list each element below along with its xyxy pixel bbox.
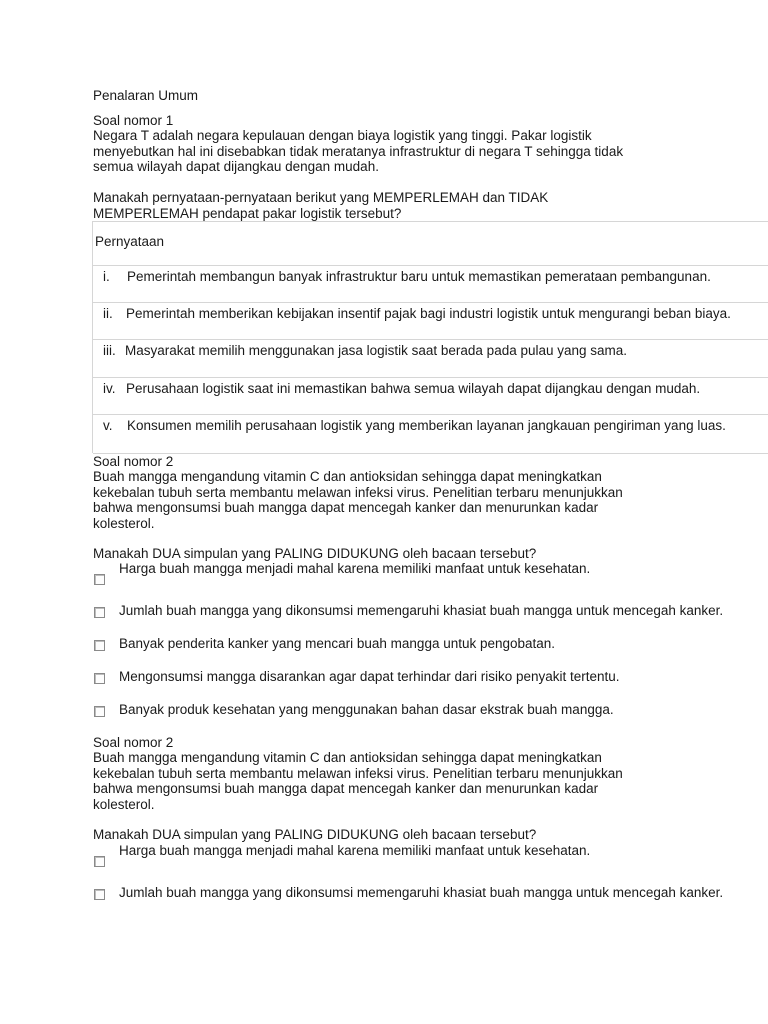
option-label: Harga buah mangga menjadi mahal karena memiliki manfaat untuk kesehatan. [119, 561, 591, 576]
q2-passage [93, 469, 623, 531]
q2-repeat-label: Soal nomor 2 [93, 735, 174, 750]
statement-table [92, 221, 768, 453]
q1-passage-line: menyebutkan hal ini disebabkan tidak meratanya infrastruktur di negara T sehingga tidak [93, 143, 624, 159]
statement-text: Pemerintah membangun banyak infrastruktur baru untuk memastikan pemerataan pembangunan. [127, 269, 711, 284]
q2-passage-line: Buah mangga mengandung vitamin C dan antioksidan sehingga dapat meningkatkan [93, 469, 602, 484]
q2-repeat-passage-line: kekebalan tubuh serta membantu melawan infeksi virus. Penelitian terbaru menunjukkan [93, 765, 623, 781]
q2-repeat-question: Manakah DUA simpulan yang PALING DIDUKUNG oleh bacaan tersebut? [93, 827, 537, 842]
q1-passage-line: semua wilayah dapat dijangkau dengan mudah. [93, 159, 379, 174]
statement-number: iii. [103, 343, 116, 358]
q2-label: Soal nomor 2 [93, 454, 174, 469]
q1-question-line: MEMPERLEMAH pendapat pakar logistik tersebut? [93, 205, 402, 221]
statement-text: Pemerintah memberikan kebijakan insentif pajak bagi industri logistik untuk mengurangi beban biaya. [126, 306, 731, 321]
option-label: Banyak penderita kanker yang mencari buah mangga untuk pengobatan. [119, 636, 556, 651]
option-checkbox[interactable] [94, 574, 105, 585]
statement-row [93, 266, 768, 303]
statement-row [93, 378, 768, 415]
q1-question-line: Manakah pernyataan-pernyataan berikut yang MEMPERLEMAH dan TIDAK [93, 190, 549, 205]
q2-repeat-passage-line: kolesterol. [93, 796, 155, 812]
q2-repeat-passage-line: Buah mangga mengandung vitamin C dan antioksidan sehingga dapat meningkatkan [93, 750, 602, 765]
q2-question: Manakah DUA simpulan yang PALING DIDUKUNG oleh bacaan tersebut? [93, 546, 537, 561]
option-label: Harga buah mangga menjadi mahal karena memiliki manfaat untuk kesehatan. [119, 843, 591, 858]
statement-number: i. [103, 269, 110, 284]
q1-label: Soal nomor 1 [93, 113, 174, 128]
q2-repeat-passage-line: bahwa mengonsumsi buah mangga dapat mencegah kanker dan menurunkan kadar [93, 781, 599, 796]
statement-text: Masyarakat memilih menggunakan jasa logistik saat berada pada pulau yang sama. [125, 343, 628, 358]
option-checkbox[interactable] [94, 640, 105, 651]
statement-row [93, 340, 768, 378]
q1-passage-line: Negara T adalah negara kepulauan dengan biaya logistik yang tinggi. Pakar logistik [93, 128, 592, 143]
q2-passage-line: kekebalan tubuh serta membantu melawan infeksi virus. Penelitian terbaru menunjukkan [93, 484, 623, 500]
page-title: Penalaran Umum [93, 88, 199, 103]
q2-passage-line: bahwa mengonsumsi buah mangga dapat mencegah kanker dan menurunkan kadar [93, 500, 599, 515]
statement-text: Konsumen memilih perusahaan logistik yang memberikan layanan jangkauan pengiriman yang luas. [127, 418, 726, 433]
option-checkbox[interactable] [94, 607, 105, 618]
statement-number: iv. [103, 381, 116, 396]
statement-header-label: Pernyataan [95, 234, 165, 249]
q1-question [93, 190, 548, 221]
q2-repeat-passage [93, 750, 623, 812]
option-label: Banyak produk kesehatan yang menggunakan bahan dasar ekstrak buah mangga. [119, 702, 614, 717]
statement-row [93, 303, 768, 340]
statement-number: ii. [103, 306, 113, 321]
q1-passage [93, 128, 623, 175]
statement-table-header [93, 222, 768, 266]
option-checkbox[interactable] [94, 673, 105, 684]
q2-passage-line: kolesterol. [93, 515, 155, 531]
option-label: Jumlah buah mangga yang dikonsumsi memengaruhi khasiat buah mangga untuk mencegah kanker. [119, 885, 724, 900]
option-checkbox[interactable] [94, 856, 105, 867]
option-checkbox[interactable] [94, 889, 105, 900]
option-label: Jumlah buah mangga yang dikonsumsi memengaruhi khasiat buah mangga untuk mencegah kanker. [119, 603, 724, 618]
statement-text: Perusahaan logistik saat ini memastikan bahwa semua wilayah dapat dijangkau dengan mudah. [126, 381, 701, 396]
statement-number: v. [103, 418, 113, 433]
option-label: Mengonsumsi mangga disarankan agar dapat terhindar dari risiko penyakit tertentu. [119, 669, 620, 684]
option-checkbox[interactable] [94, 706, 105, 717]
statement-row [93, 415, 768, 454]
